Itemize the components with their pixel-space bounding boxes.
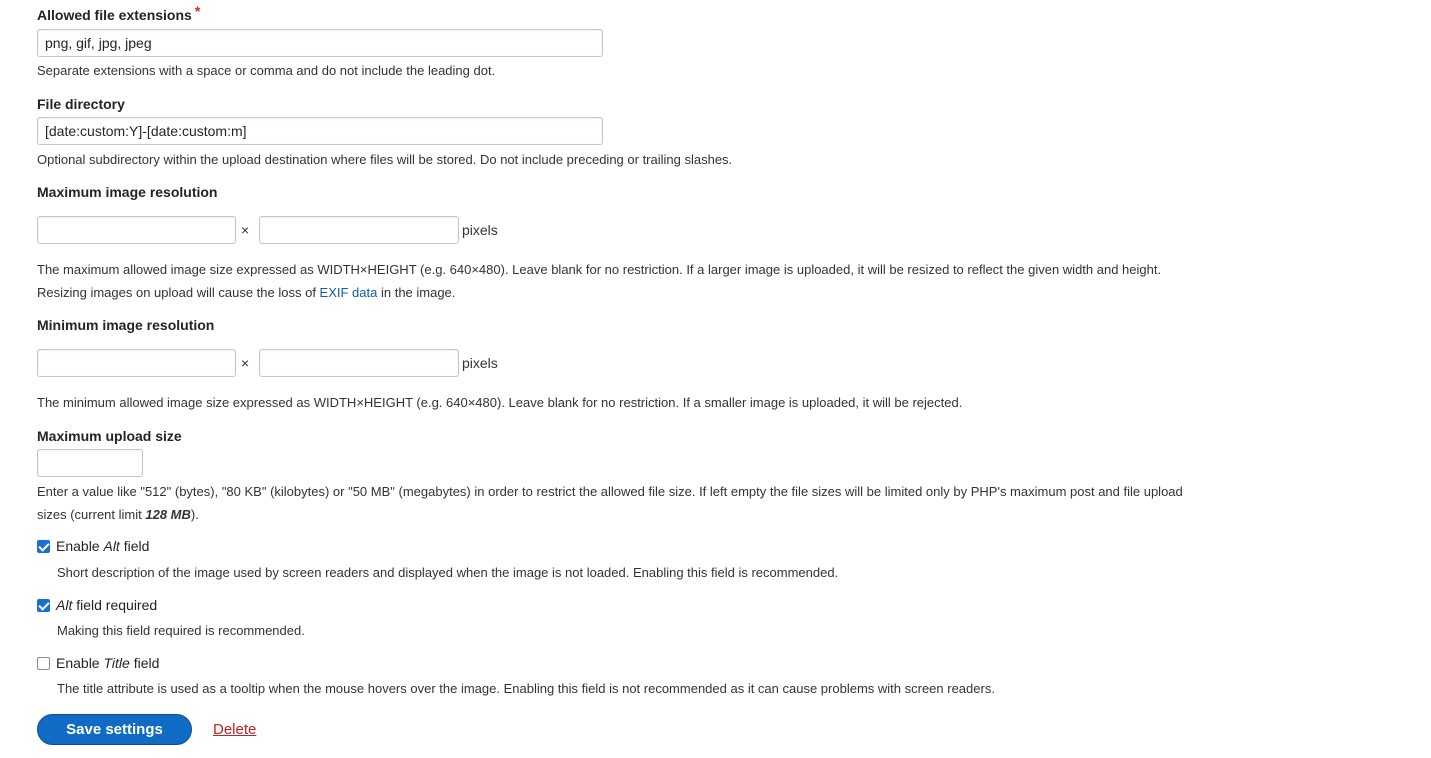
save-settings-button[interactable]: Save settings: [37, 714, 192, 745]
alt-field-required-description: Making this field required is recommended.: [57, 623, 305, 638]
enable-title-field-checkbox-row[interactable]: [37, 655, 159, 671]
max-resolution-times-sign: ×: [241, 222, 250, 238]
enable-title-field-checkbox[interactable]: [37, 657, 50, 670]
file-directory-description: Optional subdirectory within the upload destination where files will be stored. Do not include preceding or trailing slashes.: [37, 152, 733, 167]
exif-data-link[interactable]: EXIF data: [319, 285, 378, 300]
min-resolution-width-input[interactable]: [37, 349, 236, 377]
required-mark: *: [194, 3, 201, 19]
max-upload-description-line1: Enter a value like "512" (bytes), "80 KB" (kilobytes) or "50 MB" (megabytes) in order to restrict the allowed file size. If left empty the file sizes will be limited only by PHP's maximum post and file upload: [37, 484, 1183, 499]
max-resolution-label: Maximum image resolution: [37, 184, 218, 200]
file-directory-input[interactable]: [37, 117, 603, 145]
min-resolution-description: The minimum allowed image size expressed as WIDTH×HEIGHT (e.g. 640×480). Leave blank for no restriction. If a smaller image is uploaded, it will be rejected.: [37, 395, 963, 410]
min-resolution-times-sign: ×: [241, 355, 250, 371]
allowed-extensions-input[interactable]: [37, 29, 603, 57]
allowed-extensions-label: [37, 3, 201, 23]
enable-title-label-suffix: field: [129, 655, 160, 671]
enable-title-field-description: The title attribute is used as a tooltip when the mouse hovers over the image. Enabling this field is not recommended as it can cause problems with screen readers.: [57, 681, 995, 696]
enable-alt-label-prefix: Enable: [56, 538, 104, 554]
enable-alt-field-checkbox[interactable]: [37, 540, 50, 553]
max-upload-input[interactable]: [37, 449, 143, 477]
enable-alt-field-checkbox-row[interactable]: [37, 538, 149, 554]
enable-alt-field-description: Short description of the image used by screen readers and displayed when the image is not loaded. Enabling this field is recommended.: [57, 565, 839, 580]
enable-alt-field-label: [56, 538, 149, 554]
upload-limit-value: 128 MB: [145, 507, 191, 522]
min-resolution-unit: pixels: [462, 355, 498, 371]
max-resolution-description-text: Resizing images on upload will cause the loss of: [37, 285, 320, 300]
enable-title-field-label: [56, 655, 159, 671]
alt-field-required-checkbox[interactable]: [37, 599, 50, 612]
alt-field-required-label: [56, 597, 157, 613]
max-resolution-description-line2: [37, 281, 455, 304]
allowed-extensions-label-text: Allowed file extensions: [37, 7, 192, 23]
max-resolution-height-input[interactable]: [259, 216, 459, 244]
max-upload-description-tail: ).: [190, 507, 199, 522]
max-upload-description-line2: [37, 503, 199, 526]
enable-title-label-prefix: Enable: [56, 655, 104, 671]
file-directory-label: File directory: [37, 96, 125, 112]
min-resolution-label: Minimum image resolution: [37, 317, 215, 333]
min-resolution-height-input[interactable]: [259, 349, 459, 377]
alt-required-label-em: Alt: [56, 597, 73, 613]
alt-field-required-checkbox-row[interactable]: [37, 597, 157, 613]
max-resolution-description-line1: The maximum allowed image size expressed as WIDTH×HEIGHT (e.g. 640×480). Leave blank for no restriction. If a larger image is uploaded, it will be resized to reflect the given width and height.: [37, 262, 1162, 277]
max-resolution-width-input[interactable]: [37, 216, 236, 244]
enable-title-label-em: Title: [103, 655, 130, 671]
enable-alt-label-suffix: field: [119, 538, 150, 554]
max-upload-description-text: sizes (current limit: [37, 507, 146, 522]
alt-required-label-suffix: field required: [72, 597, 158, 613]
max-upload-label: Maximum upload size: [37, 428, 182, 444]
max-resolution-description-tail: in the image.: [377, 285, 456, 300]
enable-alt-label-em: Alt: [103, 538, 120, 554]
allowed-extensions-description: Separate extensions with a space or comma and do not include the leading dot.: [37, 63, 496, 78]
max-resolution-unit: pixels: [462, 222, 498, 238]
delete-link[interactable]: Delete: [213, 721, 257, 738]
